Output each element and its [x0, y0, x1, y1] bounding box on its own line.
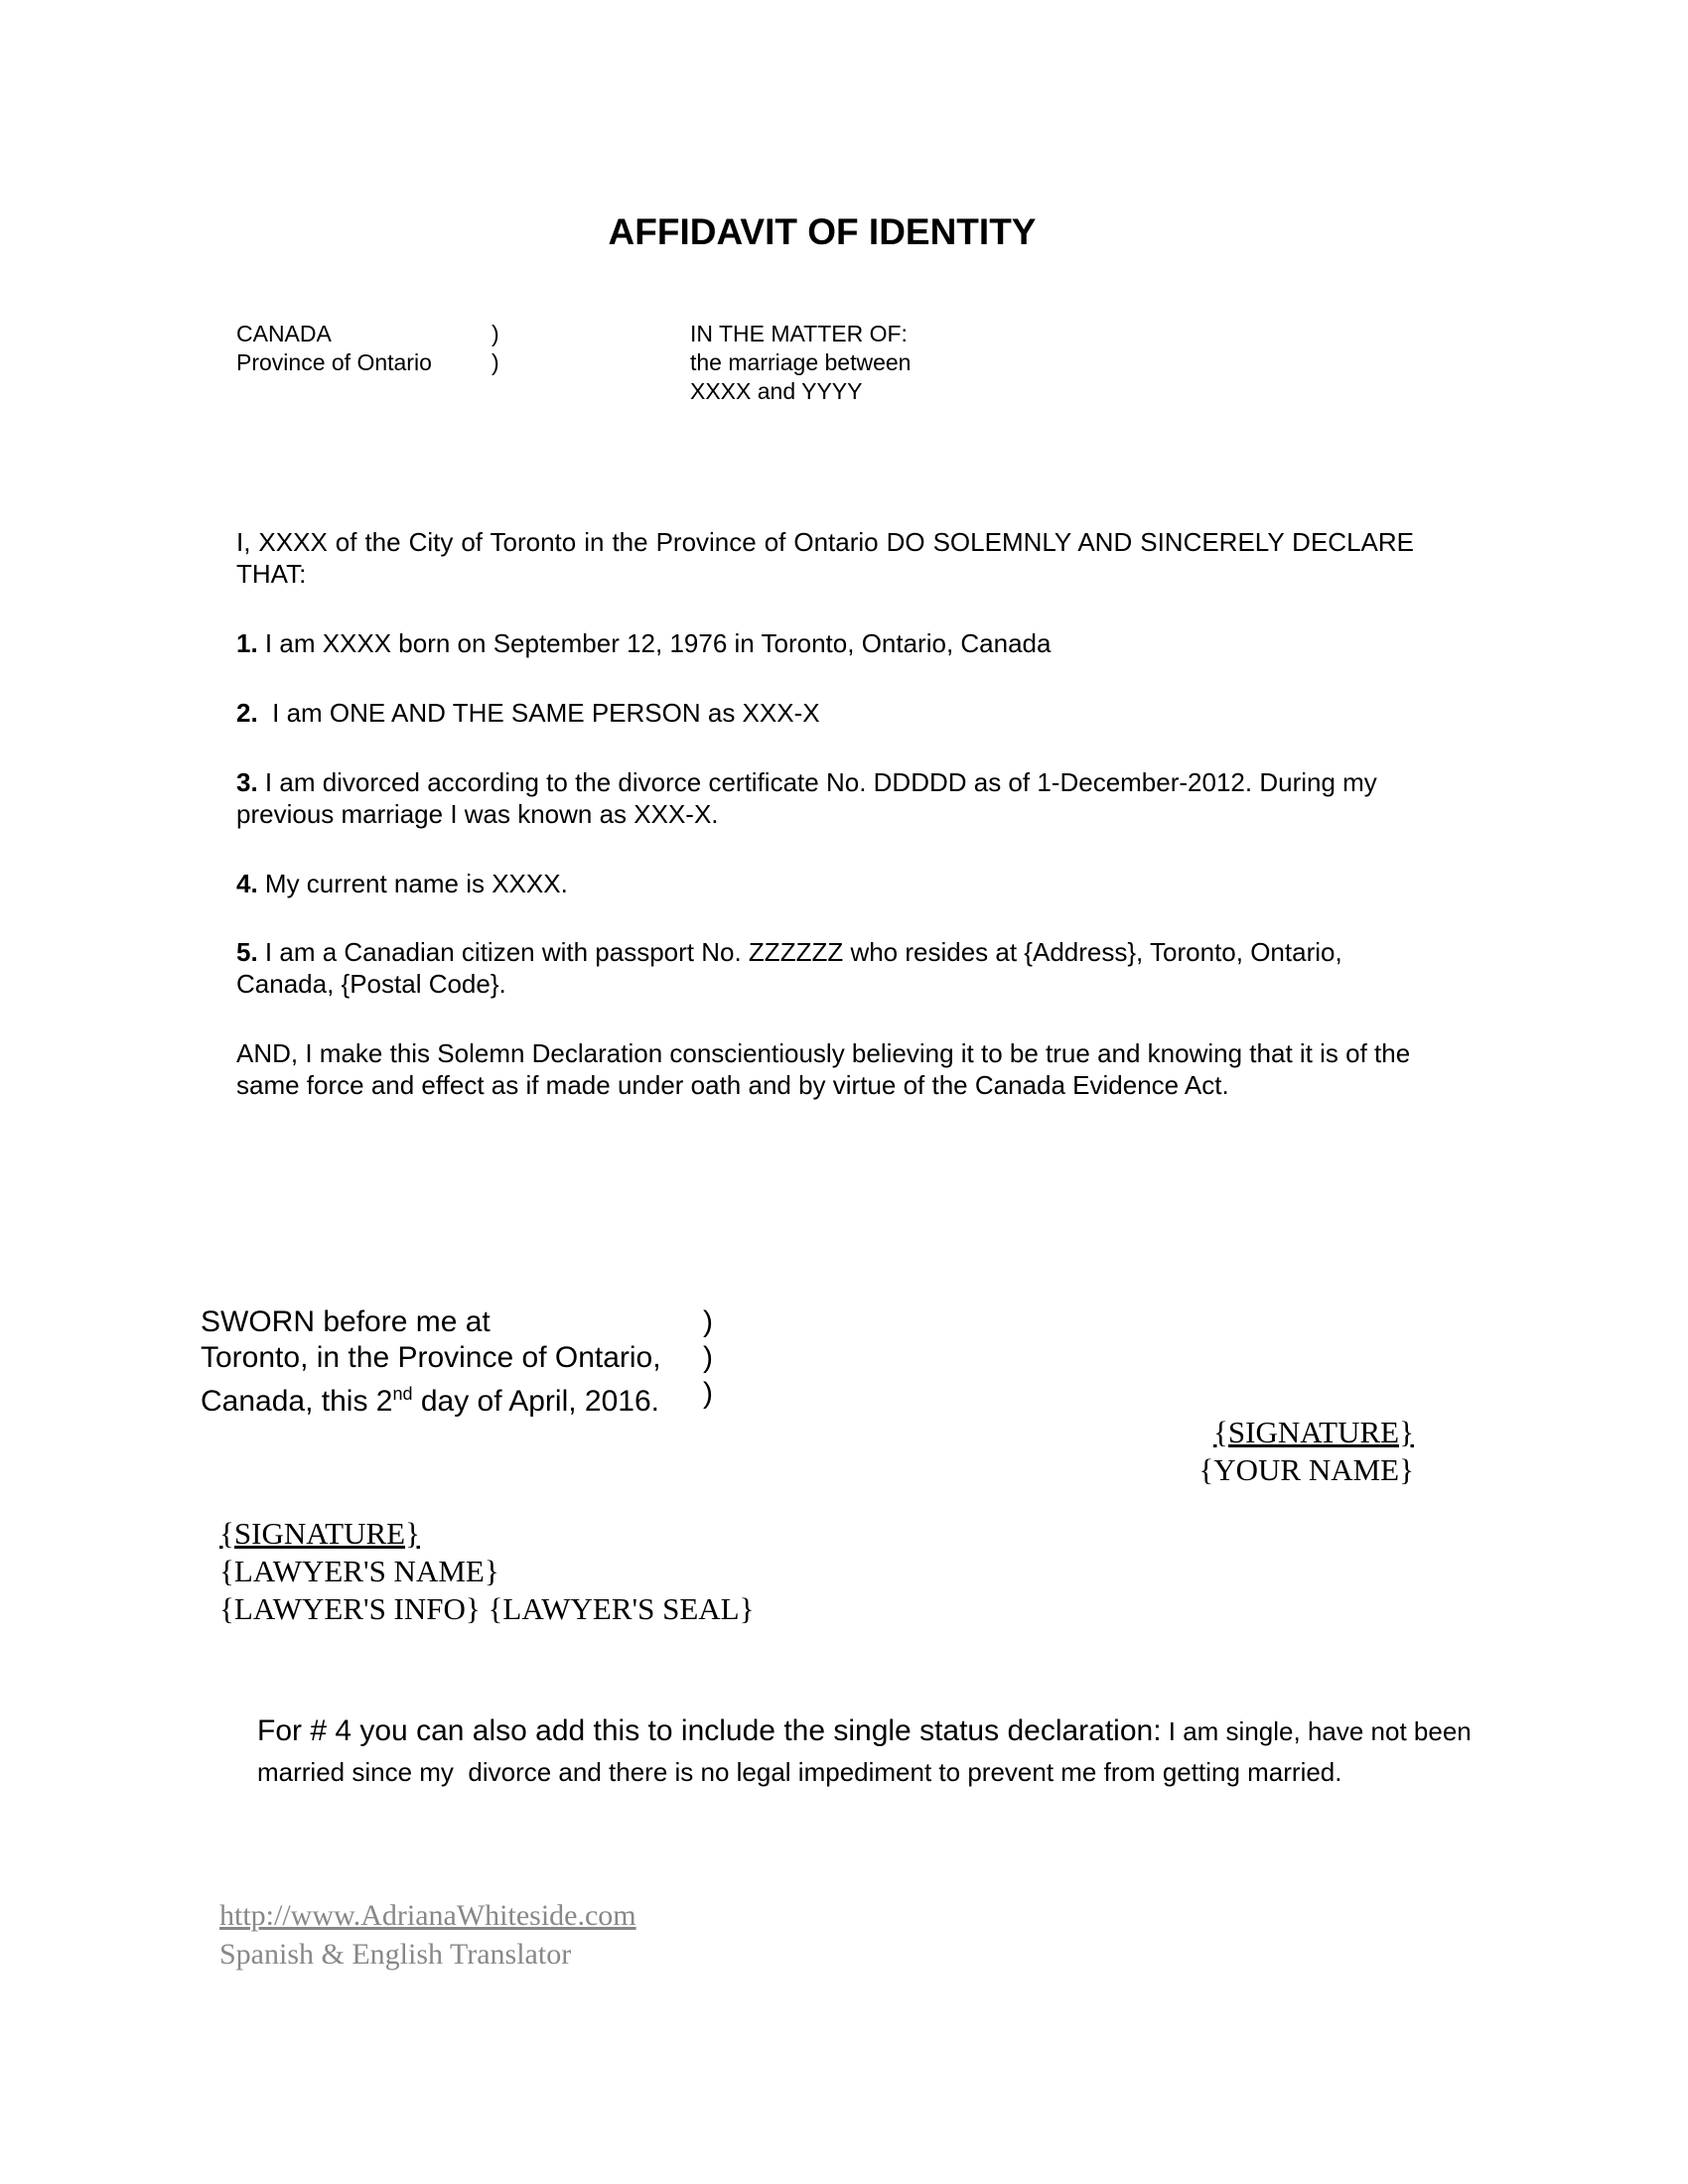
footer-link-wrap — [219, 1896, 636, 1935]
item-number: 5. — [236, 937, 258, 967]
sworn-date-ordinal: nd — [392, 1384, 413, 1404]
document-title: AFFIDAVIT OF IDENTITY — [608, 211, 1037, 252]
matter-heading: IN THE MATTER OF: — [690, 321, 908, 346]
declaration-item-1 — [236, 627, 1414, 659]
matter-line-1: the marriage between — [690, 349, 912, 375]
closing-paragraph: AND, I make this Solemn Declaration conscientiously believing it to be true and knowing that it is of the same force and effect as if made under oath and by virtue of the Canada Evidence Act. — [236, 1038, 1411, 1100]
sworn-paren-3: ) — [703, 1377, 713, 1410]
note-rest-line-1: I am single, have not been — [1161, 1716, 1472, 1746]
item-number: 3. — [236, 767, 258, 797]
declaration-item-2 — [236, 697, 1414, 729]
note-rest-line-2: married since my divorce and there is no legal impediment to prevent me from getting married. — [257, 1757, 1342, 1787]
item-text: I am a Canadian citizen with passport No. ZZZZZZ who resides at {Address}, Toronto, Ontario, Canada, {Postal Code}. — [236, 937, 1342, 999]
sworn-paren-1: ) — [703, 1305, 713, 1338]
declarant-name: {YOUR NAME} — [1198, 1452, 1414, 1487]
sworn-line-2: Toronto, in the Province of Ontario, — [201, 1341, 661, 1374]
caption-province: Province of Ontario — [236, 349, 432, 375]
lawyer-name: {LAWYER'S NAME} — [219, 1554, 499, 1588]
sworn-line-3 — [201, 1376, 659, 1420]
item-text: I am XXXX born on September 12, 1976 in Toronto, Ontario, Canada — [257, 628, 1052, 658]
lawyer-signature: {SIGNATURE} — [219, 1516, 420, 1551]
note-lead: For # 4 you can also add this to include the single status declaration: — [257, 1714, 1162, 1747]
sworn-paren-2: ) — [703, 1341, 713, 1374]
item-text: My current name is XXXX. — [257, 869, 568, 898]
intro-paragraph: I, XXXX of the City of Toronto in the Province of Ontario DO SOLEMNLY AND SINCERELY DECLARE THAT: — [236, 527, 1414, 589]
declaration-item-4 — [236, 868, 1414, 899]
single-status-note — [257, 1710, 1667, 1752]
declarant-signature: {SIGNATURE} — [1213, 1415, 1414, 1449]
item-text: I am divorced according to the divorce certificate No. DDDDD as of 1-December-2012. During my previous marriage I was known as XXX-X. — [236, 767, 1377, 829]
item-text: I am ONE AND THE SAME PERSON as XXX-X — [257, 698, 820, 728]
lawyer-info: {LAWYER'S INFO} {LAWYER'S SEAL} — [219, 1591, 755, 1626]
sworn-date-suffix: day of April, 2016. — [412, 1385, 659, 1418]
item-number: 2. — [236, 698, 258, 728]
item-number: 4. — [236, 869, 258, 898]
website-link[interactable]: http://www.AdrianaWhiteside.com — [219, 1899, 636, 1932]
matter-line-2: XXXX and YYYY — [690, 378, 863, 404]
declaration-item-5 — [236, 936, 1414, 1000]
caption-country: CANADA — [236, 321, 332, 346]
sworn-line-1: SWORN before me at — [201, 1305, 491, 1338]
sworn-date-prefix: Canada, this 2 — [201, 1385, 393, 1418]
footer-tagline: Spanish & English Translator — [219, 1938, 572, 1971]
caption-paren-2: ) — [492, 349, 499, 375]
item-number: 1. — [236, 628, 258, 658]
caption-paren-1: ) — [492, 321, 499, 346]
declaration-item-3 — [236, 766, 1414, 830]
